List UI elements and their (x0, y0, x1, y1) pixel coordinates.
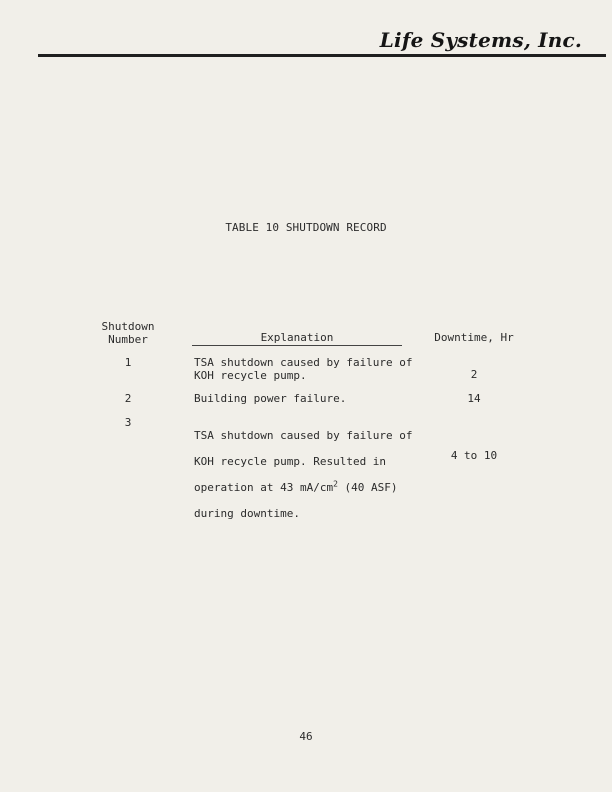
shutdown-explanation: TSA shutdown caused by failure of KOH recycle pump. (194, 356, 413, 382)
unit-superscript: 2 (333, 479, 338, 489)
explanation-line: KOH recycle pump. Resulted in (194, 455, 387, 468)
shutdown-number: 3 (124, 416, 132, 429)
shutdown-number: 1 (124, 356, 132, 369)
shutdown-explanation: Building power failure. (194, 392, 347, 405)
downtime-value: 14 (467, 392, 481, 405)
explanation-underline (192, 345, 402, 346)
explanation-line: (40 ASF) (337, 481, 398, 494)
explanation-line: TSA shutdown caused by failure of (194, 429, 413, 442)
page-number: 46 (299, 730, 313, 743)
column-header-explanation: Explanation (260, 331, 334, 344)
downtime-value: 2 (470, 368, 478, 381)
shutdown-number: 2 (124, 392, 132, 405)
table-title: TABLE 10 SHUTDOWN RECORD (225, 221, 387, 234)
column-header-shutdown-number: Shutdown Number (101, 320, 155, 346)
header-rule (38, 54, 606, 57)
company-logo-text: Life Systems, Inc. (379, 28, 582, 52)
shutdown-explanation (194, 416, 414, 520)
explanation-line: during downtime. (194, 507, 300, 520)
column-header-downtime: Downtime, Hr (434, 331, 514, 344)
downtime-value: 4 to 10 (450, 449, 498, 462)
explanation-line: operation at 43 mA/cm (194, 481, 334, 494)
